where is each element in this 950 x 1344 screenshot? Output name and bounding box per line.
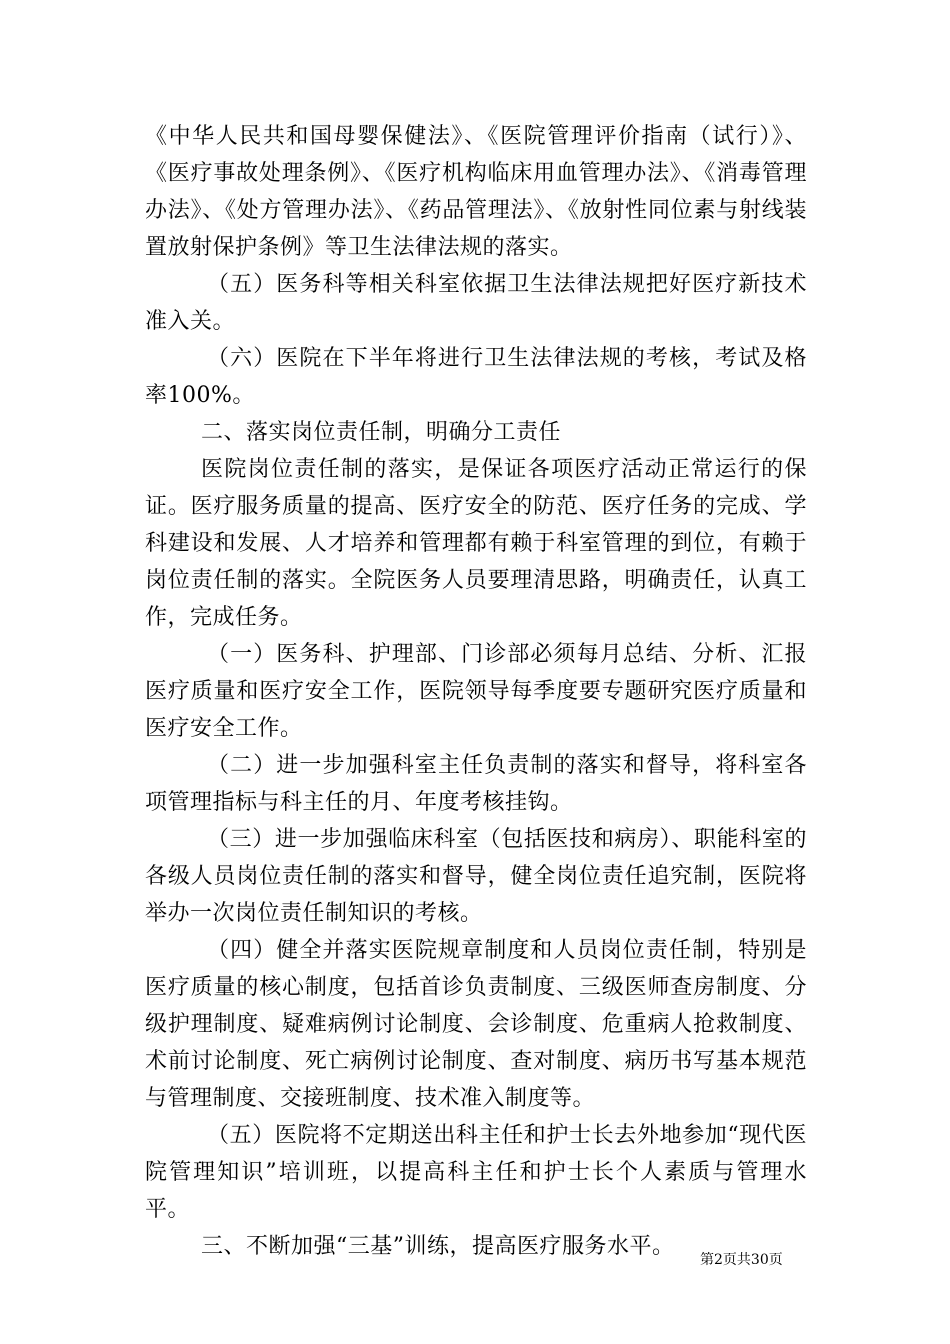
paragraph-responsibility-intro: 医院岗位责任制的落实，是保证各项医疗活动正常运行的保证。医疗服务质量的提高、医疗安全的防范、医疗任务的完成、学科建设和发展、人才培养和管理都有赖于科室管理的到位，有赖于岗位责任制的落实。全院医务人员要理清思路，明确责任，认真工作，完成任务。	[145, 457, 807, 630]
paragraph-item-3-clinical: （三）进一步加强临床科室（包括医技和病房）、职能科室的各级人员岗位责任制的落实和督导，健全岗位责任追究制，医院将举办一次岗位责任制知识的考核。	[145, 827, 807, 926]
paragraph-item-4-rules: （四）健全并落实医院规章制度和人员岗位责任制，特别是医疗质量的核心制度，包括首诊负责制度、三级医师查房制度、分级护理制度、疑难病例讨论制度、会诊制度、危重病人抢救制度、术前讨论制度、死亡病例讨论制度、查对制度、病历书写基本规范与管理制度、交接班制度、技术准入制度等。	[145, 938, 807, 1111]
paragraph-item-2-director: （二）进一步加强科室主任负责制的落实和督导，将科室各项管理指标与科主任的月、年度考核挂钩。	[145, 753, 807, 815]
paragraph-item-6-exam: （六）医院在下半年将进行卫生法律法规的考核，考试及格率100%。	[145, 346, 807, 408]
paragraph-law-list: 《中华人民共和国母婴保健法》、《医院管理评价指南（试行）》、《医疗事故处理条例》、《医疗机构临床用血管理办法》、《消毒管理办法》、《处方管理办法》、《药品管理法》、《放射性同位素与射线装置放射保护条例》等卫生法律法规的落实。	[145, 124, 807, 260]
section-heading-2: 二、落实岗位责任制，明确分工责任	[201, 420, 562, 445]
paragraph-item-1-monthly-report: （一）医务科、护理部、门诊部必须每月总结、分析、汇报医疗质量和医疗安全工作，医院领导每季度要专题研究医疗质量和医疗安全工作。	[145, 642, 807, 741]
page-number: 第2页共30页	[700, 1252, 783, 1268]
section-heading-3: 三、不断加强“三基”训练，提高医疗服务水平。	[201, 1234, 675, 1259]
document-body	[145, 118, 807, 1265]
paragraph-item-5-training: （五）医院将不定期送出科主任和护士长去外地参加“现代医院管理知识”培训班，以提高科主任和护士长个人素质与管理水平。	[145, 1123, 807, 1222]
paragraph-item-5-new-tech: （五）医务科等相关科室依据卫生法律法规把好医疗新技术准入关。	[145, 272, 807, 334]
